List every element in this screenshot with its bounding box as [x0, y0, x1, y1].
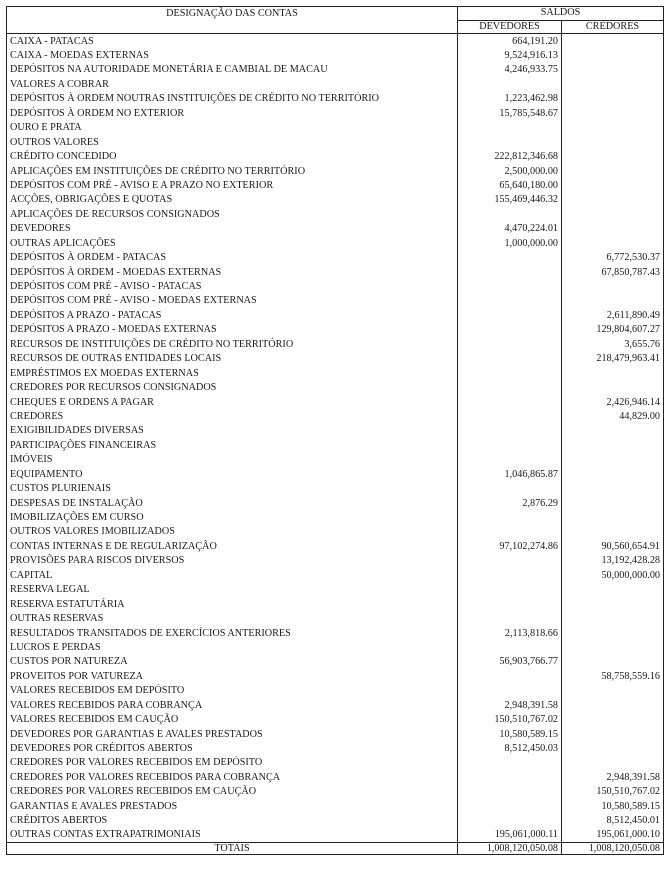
- account-name-cell: CREDORES POR VALORES RECEBIDOS EM CAUÇÃO: [7, 785, 458, 799]
- credores-cell: [562, 63, 664, 77]
- table-row: [7, 164, 664, 178]
- credores-cell: [562, 77, 664, 91]
- table-row: [7, 698, 664, 712]
- account-name-cell: CHEQUES E ORDENS A PAGAR: [7, 395, 458, 409]
- table-row: [7, 63, 664, 77]
- account-name-cell: DEPÓSITOS COM PRÉ - AVISO E A PRAZO NO EXTERIOR: [7, 179, 458, 193]
- table-row: [7, 727, 664, 741]
- credores-cell: 218,479,963.41: [562, 352, 664, 366]
- account-name-cell: RESERVA LEGAL: [7, 583, 458, 597]
- account-name-cell: DEPÓSITOS COM PRÉ - AVISO - PATACAS: [7, 280, 458, 294]
- totals-label: TOTAIS: [7, 843, 458, 855]
- table-row: [7, 121, 664, 135]
- account-name-cell: CRÉDITO CONCEDIDO: [7, 150, 458, 164]
- devedores-cell: [458, 814, 562, 828]
- account-name-cell: CAIXA - PATACAS: [7, 34, 458, 49]
- credores-cell: [562, 525, 664, 539]
- credores-cell: [562, 366, 664, 380]
- credores-cell: [562, 424, 664, 438]
- credores-cell: 67,850,787.43: [562, 265, 664, 279]
- account-name-cell: ACÇÕES, OBRIGAÇÕES E QUOTAS: [7, 193, 458, 207]
- devedores-cell: [458, 294, 562, 308]
- account-name-cell: DESPESAS DE INSTALAÇÃO: [7, 496, 458, 510]
- credores-cell: [562, 684, 664, 698]
- credores-cell: [562, 742, 664, 756]
- account-name-cell: CREDORES POR VALORES RECEBIDOS EM DEPÓSITO: [7, 756, 458, 770]
- table-row: [7, 308, 664, 322]
- credores-cell: [562, 106, 664, 120]
- credores-cell: [562, 280, 664, 294]
- table-row: [7, 193, 664, 207]
- credores-cell: 2,948,391.58: [562, 770, 664, 784]
- devedores-cell: 4,470,224.01: [458, 222, 562, 236]
- credores-cell: 129,804,607.27: [562, 323, 664, 337]
- credores-cell: 6,772,530.37: [562, 251, 664, 265]
- account-name-cell: DEPÓSITOS À ORDEM NO EXTERIOR: [7, 106, 458, 120]
- credores-cell: 10,580,589.15: [562, 799, 664, 813]
- accounts-balance-table: [6, 6, 664, 855]
- table-row: [7, 669, 664, 683]
- credores-cell: 58,758,559.16: [562, 669, 664, 683]
- account-name-cell: PROVEITOS POR VATUREZA: [7, 669, 458, 683]
- table-row: [7, 424, 664, 438]
- account-name-cell: DEVEDORES POR GARANTIAS E AVALES PRESTADOS: [7, 727, 458, 741]
- account-name-cell: OUTRAS CONTAS EXTRAPATRIMONIAIS: [7, 828, 458, 842]
- devedores-cell: 8,512,450.03: [458, 742, 562, 756]
- account-name-cell: CONTAS INTERNAS E DE REGULARIZAÇÃO: [7, 539, 458, 553]
- table-row: [7, 251, 664, 265]
- account-name-cell: IMOBILIZAÇÕES EM CURSO: [7, 511, 458, 525]
- devedores-cell: 2,500,000.00: [458, 164, 562, 178]
- devedores-cell: [458, 453, 562, 467]
- account-name-cell: PROVISÕES PARA RISCOS DIVERSOS: [7, 554, 458, 568]
- account-name-cell: RECURSOS DE INSTITUIÇÕES DE CRÉDITO NO TERRITÓRIO: [7, 337, 458, 351]
- account-name-cell: DEPÓSITOS COM PRÉ - AVISO - MOEDAS EXTERNAS: [7, 294, 458, 308]
- account-name-cell: CAIXA - MOEDAS EXTERNAS: [7, 49, 458, 63]
- credores-cell: 2,611,890.49: [562, 308, 664, 322]
- account-name-cell: CREDORES: [7, 410, 458, 424]
- table-row: [7, 381, 664, 395]
- credores-cell: 90,560,654.91: [562, 539, 664, 553]
- credores-cell: [562, 121, 664, 135]
- devedores-cell: 2,113,818.66: [458, 626, 562, 640]
- table-row: [7, 438, 664, 452]
- table-row: [7, 713, 664, 727]
- table-row: [7, 742, 664, 756]
- table-row: [7, 554, 664, 568]
- account-name-cell: CUSTOS POR NATUREZA: [7, 655, 458, 669]
- credores-cell: 2,426,946.14: [562, 395, 664, 409]
- account-name-cell: VALORES RECEBIDOS PARA COBRANÇA: [7, 698, 458, 712]
- credores-cell: 50,000,000.00: [562, 568, 664, 582]
- devedores-cell: [458, 554, 562, 568]
- table-row: [7, 106, 664, 120]
- account-name-cell: DEPÓSITOS NA AUTORIDADE MONETÁRIA E CAMBIAL DE MACAU: [7, 63, 458, 77]
- devedores-cell: [458, 641, 562, 655]
- account-name-cell: CREDORES POR VALORES RECEBIDOS PARA COBRANÇA: [7, 770, 458, 784]
- table-row: [7, 539, 664, 553]
- table-row: [7, 453, 664, 467]
- credores-cell: [562, 222, 664, 236]
- credores-cell: [562, 727, 664, 741]
- credores-cell: 44,829.00: [562, 410, 664, 424]
- credores-cell: [562, 179, 664, 193]
- table-body: [7, 34, 664, 843]
- table-header: [7, 7, 664, 34]
- credores-cell: [562, 496, 664, 510]
- credores-cell: [562, 612, 664, 626]
- devedores-cell: [458, 251, 562, 265]
- credores-cell: [562, 482, 664, 496]
- table-row: [7, 612, 664, 626]
- credores-cell: [562, 626, 664, 640]
- account-name-cell: DEPÓSITOS A PRAZO - PATACAS: [7, 308, 458, 322]
- devedores-cell: [458, 669, 562, 683]
- devedores-cell: [458, 135, 562, 149]
- devedores-cell: 10,580,589.15: [458, 727, 562, 741]
- table-row: [7, 770, 664, 784]
- table-row: [7, 525, 664, 539]
- credores-cell: 13,192,428.28: [562, 554, 664, 568]
- account-name-cell: DEVEDORES: [7, 222, 458, 236]
- account-name-cell: EMPRÉSTIMOS EX MOEDAS EXTERNAS: [7, 366, 458, 380]
- table-row: [7, 179, 664, 193]
- account-name-cell: RESERVA ESTATUTÁRIA: [7, 597, 458, 611]
- credores-cell: 150,510,767.02: [562, 785, 664, 799]
- credores-cell: [562, 164, 664, 178]
- table-row: [7, 366, 664, 380]
- credores-cell: [562, 641, 664, 655]
- account-name-cell: DEPÓSITOS À ORDEM NOUTRAS INSTITUIÇÕES DE CRÉDITO NO TERRITÓRIO: [7, 92, 458, 106]
- credores-cell: [562, 438, 664, 452]
- account-name-cell: OUTRAS RESERVAS: [7, 612, 458, 626]
- table-row: [7, 814, 664, 828]
- totals-credores: 1,008,120,050.08: [562, 843, 664, 855]
- devedores-cell: [458, 799, 562, 813]
- table-row: [7, 756, 664, 770]
- credores-cell: [562, 597, 664, 611]
- devedores-cell: [458, 424, 562, 438]
- devedores-cell: [458, 597, 562, 611]
- devedores-cell: [458, 511, 562, 525]
- devedores-cell: [458, 482, 562, 496]
- table-row: [7, 828, 664, 842]
- table-row: [7, 337, 664, 351]
- account-name-cell: CREDORES POR RECURSOS CONSIGNADOS: [7, 381, 458, 395]
- account-name-cell: RECURSOS DE OUTRAS ENTIDADES LOCAIS: [7, 352, 458, 366]
- devedores-cell: 4,246,933.75: [458, 63, 562, 77]
- header-credores: CREDORES: [562, 20, 664, 34]
- devedores-cell: 664,191.20: [458, 34, 562, 49]
- devedores-cell: 15,785,548.67: [458, 106, 562, 120]
- table-row: [7, 265, 664, 279]
- account-name-cell: APLICAÇÕES EM INSTITUIÇÕES DE CRÉDITO NO TERRITÓRIO: [7, 164, 458, 178]
- table-row: [7, 626, 664, 640]
- credores-cell: [562, 150, 664, 164]
- devedores-cell: [458, 207, 562, 221]
- credores-cell: [562, 655, 664, 669]
- table-row: [7, 410, 664, 424]
- table-row: [7, 395, 664, 409]
- account-name-cell: OUTROS VALORES IMOBILIZADOS: [7, 525, 458, 539]
- credores-cell: [562, 713, 664, 727]
- devedores-cell: 9,524,916.13: [458, 49, 562, 63]
- table-row: [7, 597, 664, 611]
- table-row: [7, 135, 664, 149]
- account-name-cell: RESULTADOS TRANSITADOS DE EXERCÍCIOS ANTERIORES: [7, 626, 458, 640]
- devedores-cell: [458, 280, 562, 294]
- account-name-cell: DEPÓSITOS À ORDEM - PATACAS: [7, 251, 458, 265]
- credores-cell: [562, 583, 664, 597]
- account-name-cell: OURO E PRATA: [7, 121, 458, 135]
- devedores-cell: [458, 352, 562, 366]
- header-designacao: DESIGNAÇÃO DAS CONTAS: [7, 7, 458, 34]
- credores-cell: 8,512,450.01: [562, 814, 664, 828]
- devedores-cell: [458, 395, 562, 409]
- table-footer: [7, 843, 664, 855]
- account-name-cell: GARANTIAS E AVALES PRESTADOS: [7, 799, 458, 813]
- credores-cell: 3,655.76: [562, 337, 664, 351]
- devedores-cell: 1,046,865.87: [458, 467, 562, 481]
- devedores-cell: 56,903,766.77: [458, 655, 562, 669]
- table-row: [7, 150, 664, 164]
- table-row: [7, 641, 664, 655]
- devedores-cell: [458, 265, 562, 279]
- devedores-cell: [458, 583, 562, 597]
- devedores-cell: 150,510,767.02: [458, 713, 562, 727]
- credores-cell: [562, 193, 664, 207]
- credores-cell: [562, 467, 664, 481]
- table-row: [7, 467, 664, 481]
- devedores-cell: [458, 785, 562, 799]
- credores-cell: [562, 135, 664, 149]
- table-row: [7, 352, 664, 366]
- account-name-cell: PARTICIPAÇÕES FINANCEIRAS: [7, 438, 458, 452]
- devedores-cell: 65,640,180.00: [458, 179, 562, 193]
- devedores-cell: 222,812,346.68: [458, 150, 562, 164]
- header-devedores: DEVEDORES: [458, 20, 562, 34]
- credores-cell: 195,061,000.10: [562, 828, 664, 842]
- devedores-cell: [458, 121, 562, 135]
- table-row: [7, 236, 664, 250]
- devedores-cell: [458, 77, 562, 91]
- devedores-cell: [458, 684, 562, 698]
- devedores-cell: [458, 381, 562, 395]
- credores-cell: [562, 236, 664, 250]
- devedores-cell: [458, 438, 562, 452]
- devedores-cell: [458, 770, 562, 784]
- credores-cell: [562, 698, 664, 712]
- table-row: [7, 684, 664, 698]
- devedores-cell: [458, 410, 562, 424]
- devedores-cell: [458, 756, 562, 770]
- credores-cell: [562, 207, 664, 221]
- table-row: [7, 583, 664, 597]
- table-row: [7, 568, 664, 582]
- devedores-cell: [458, 323, 562, 337]
- totals-row: [7, 843, 664, 855]
- devedores-cell: 2,948,391.58: [458, 698, 562, 712]
- account-name-cell: CRÉDITOS ABERTOS: [7, 814, 458, 828]
- devedores-cell: [458, 568, 562, 582]
- table-row: [7, 280, 664, 294]
- devedores-cell: 195,061,000.11: [458, 828, 562, 842]
- table-row: [7, 294, 664, 308]
- header-saldos: SALDOS: [458, 7, 664, 21]
- credores-cell: [562, 756, 664, 770]
- devedores-cell: [458, 366, 562, 380]
- account-name-cell: APLICAÇÕES DE RECURSOS CONSIGNADOS: [7, 207, 458, 221]
- credores-cell: [562, 34, 664, 49]
- table-row: [7, 785, 664, 799]
- account-name-cell: EQUIPAMENTO: [7, 467, 458, 481]
- totals-devedores: 1,008,120,050.08: [458, 843, 562, 855]
- account-name-cell: IMÓVEIS: [7, 453, 458, 467]
- account-name-cell: DEVEDORES POR CRÉDITOS ABERTOS: [7, 742, 458, 756]
- table-row: [7, 655, 664, 669]
- account-name-cell: DEPÓSITOS À ORDEM - MOEDAS EXTERNAS: [7, 265, 458, 279]
- devedores-cell: [458, 612, 562, 626]
- account-name-cell: VALORES A COBRAR: [7, 77, 458, 91]
- account-name-cell: OUTROS VALORES: [7, 135, 458, 149]
- account-name-cell: CAPITAL: [7, 568, 458, 582]
- table-row: [7, 323, 664, 337]
- account-name-cell: EXIGIBILIDADES DIVERSAS: [7, 424, 458, 438]
- credores-cell: [562, 294, 664, 308]
- table-row: [7, 511, 664, 525]
- table-row: [7, 49, 664, 63]
- table-row: [7, 222, 664, 236]
- devedores-cell: [458, 337, 562, 351]
- account-name-cell: VALORES RECEBIDOS EM CAUÇÃO: [7, 713, 458, 727]
- account-name-cell: OUTRAS APLICAÇÕES: [7, 236, 458, 250]
- table-row: [7, 482, 664, 496]
- devedores-cell: [458, 525, 562, 539]
- devedores-cell: [458, 308, 562, 322]
- table-row: [7, 799, 664, 813]
- table-row: [7, 34, 664, 49]
- credores-cell: [562, 511, 664, 525]
- credores-cell: [562, 92, 664, 106]
- table-row: [7, 207, 664, 221]
- credores-cell: [562, 453, 664, 467]
- table-row: [7, 92, 664, 106]
- credores-cell: [562, 49, 664, 63]
- account-name-cell: LUCROS E PERDAS: [7, 641, 458, 655]
- devedores-cell: 2,876.29: [458, 496, 562, 510]
- credores-cell: [562, 381, 664, 395]
- devedores-cell: 155,469,446.32: [458, 193, 562, 207]
- account-name-cell: CUSTOS PLURIENAIS: [7, 482, 458, 496]
- table-row: [7, 77, 664, 91]
- account-name-cell: VALORES RECEBIDOS EM DEPÓSITO: [7, 684, 458, 698]
- devedores-cell: 97,102,274.86: [458, 539, 562, 553]
- account-name-cell: DEPÓSITOS A PRAZO - MOEDAS EXTERNAS: [7, 323, 458, 337]
- devedores-cell: 1,000,000.00: [458, 236, 562, 250]
- table-row: [7, 496, 664, 510]
- devedores-cell: 1,223,462.98: [458, 92, 562, 106]
